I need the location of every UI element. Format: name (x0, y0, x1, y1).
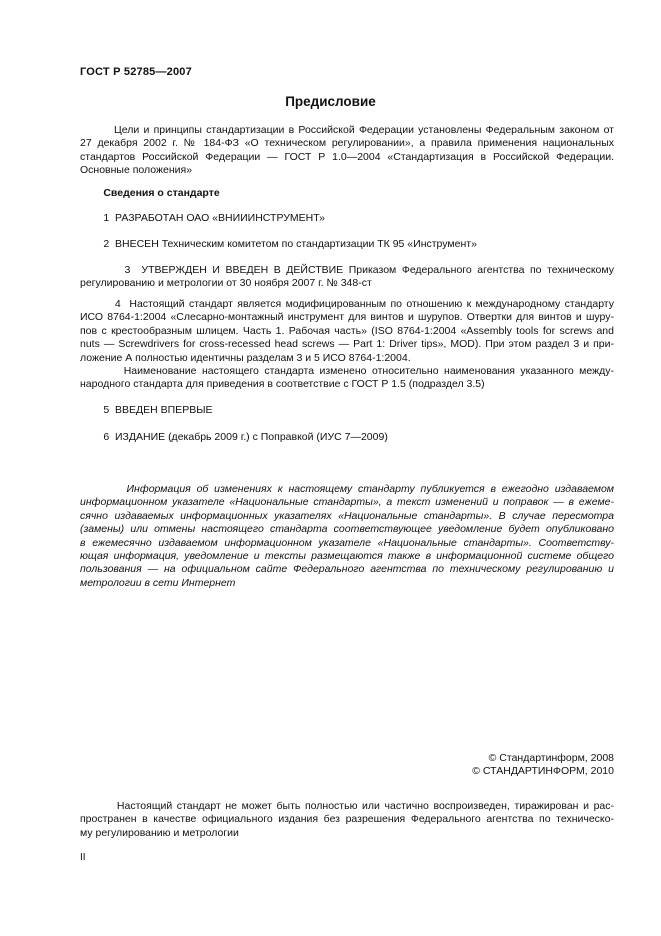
info-line: сячно издаваемых информационных указателях «Национальные стандарты». В случае пересмотра (80, 509, 614, 522)
info-line: в ежемесячно издаваемом информационном указателе «Национальные стандарты». Соответству- (80, 536, 614, 549)
item-4-line: ложение А полностью идентичны разделам 3 и 5 ИСО 8764-1:2004. (80, 351, 411, 364)
info-line: ющая информация, уведомление и тексты размещаются также в информационной системе общего (80, 550, 614, 563)
item-4-line: пов с крестообразным шлицем. Часть 1. Рабочая часть» (ISO 8764-1:2004 «Assembly tools for screws and (80, 324, 614, 337)
item-1 (80, 212, 614, 225)
info-line: пользования — на официальном сайте Федерального агентства по техническому регулированию и (80, 563, 614, 576)
item-3-line: регулированию и метрологии от 30 ноября 2007 г. № 348-ст (80, 277, 372, 290)
item-4-line: ИСО 8764-1:2004 «Слесарно-монтажный инструмент для винтов и шурупов. Отвертки для винтов и шуру- (80, 311, 614, 324)
item-1-text: 1 РАЗРАБОТАН ОАО «ВНИИИНСТРУМЕНТ» (80, 212, 326, 224)
item-3 (80, 264, 614, 291)
notice-line: пространен в качестве официального издания без разрешения Федерального агентства по техническо- (80, 813, 614, 826)
item-4b-line: Наименование настоящего стандарта изменено относительно наименования указанного между- (80, 365, 614, 378)
info-line: метрологии в сети Интернет (80, 576, 236, 589)
intro-paragraph (80, 124, 614, 178)
item-2-text: 2 ВНЕСЕН Техническим комитетом по стандартизации ТК 95 «Инструмент» (80, 238, 477, 250)
subtitle-text: Сведения о стандарте (80, 187, 220, 199)
item-4 (80, 298, 614, 392)
info-line: информационном указателе «Национальные стандарты», а текст изменений и поправок — в ежеме- (80, 496, 614, 509)
copyright-block (80, 752, 614, 779)
item-4-line: 4 Настоящий стандарт является модифицированным по отношению к международному стандарту (80, 298, 614, 310)
page-title: Предисловие (285, 94, 376, 109)
info-paragraph (80, 483, 614, 590)
item-4-line: nuts — Screwdrivers for cross-recessed head screws — Part 1: Driver tips», MOD). При этом раздел 3 и при- (80, 338, 614, 351)
item-6-text: 6 ИЗДАНИЕ (декабрь 2009 г.) с Поправкой (ИУС 7—2009) (80, 431, 388, 443)
item-3-line: 3 УТВЕРЖДЕН И ВВЕДЕН В ДЕЙСТВИЕ Приказом Федерального агентства по техническому (80, 264, 614, 276)
copyright-line: © СТАНДАРТИНФОРМ, 2010 (472, 765, 614, 778)
section-subtitle (80, 187, 614, 200)
document-code-header: ГОСТ Р 52785—2007 (80, 66, 192, 78)
info-line: Информация об изменениях к настоящему стандарту публикуется в ежегодно издаваемом (80, 483, 614, 495)
item-4b-line: народного стандарта для приведения в соответствие с ГОСТ Р 1.5 (подраздел 3.5) (80, 378, 485, 391)
info-line: (замены) или отмены настоящего стандарта соответствующее уведомление будет опубликовано (80, 523, 614, 536)
item-5-text: 5 ВВЕДЕН ВПЕРВЫЕ (80, 404, 213, 416)
notice-paragraph (80, 800, 614, 840)
notice-line: Настоящий стандарт не может быть полностью или частично воспроизведен, тиражирован и рас- (80, 800, 614, 812)
notice-line: му регулированию и метрологии (80, 826, 239, 839)
intro-line: Основные положения» (80, 164, 193, 177)
item-2 (80, 238, 614, 251)
copyright-line: © Стандартинформ, 2008 (488, 752, 614, 764)
intro-line: 27 декабря 2002 г. № 184-ФЗ «О техническом регулировании», а правила применения национальных (80, 137, 614, 150)
page-number: II (80, 852, 86, 863)
intro-line: Цели и принципы стандартизации в Российской Федерации установлены Федеральным законом от (80, 124, 614, 136)
item-5 (80, 404, 614, 417)
item-6 (80, 431, 614, 444)
intro-line: стандартов Российской Федерации — ГОСТ Р 1.0—2004 «Стандартизация в Российской Федерации. (80, 150, 614, 163)
